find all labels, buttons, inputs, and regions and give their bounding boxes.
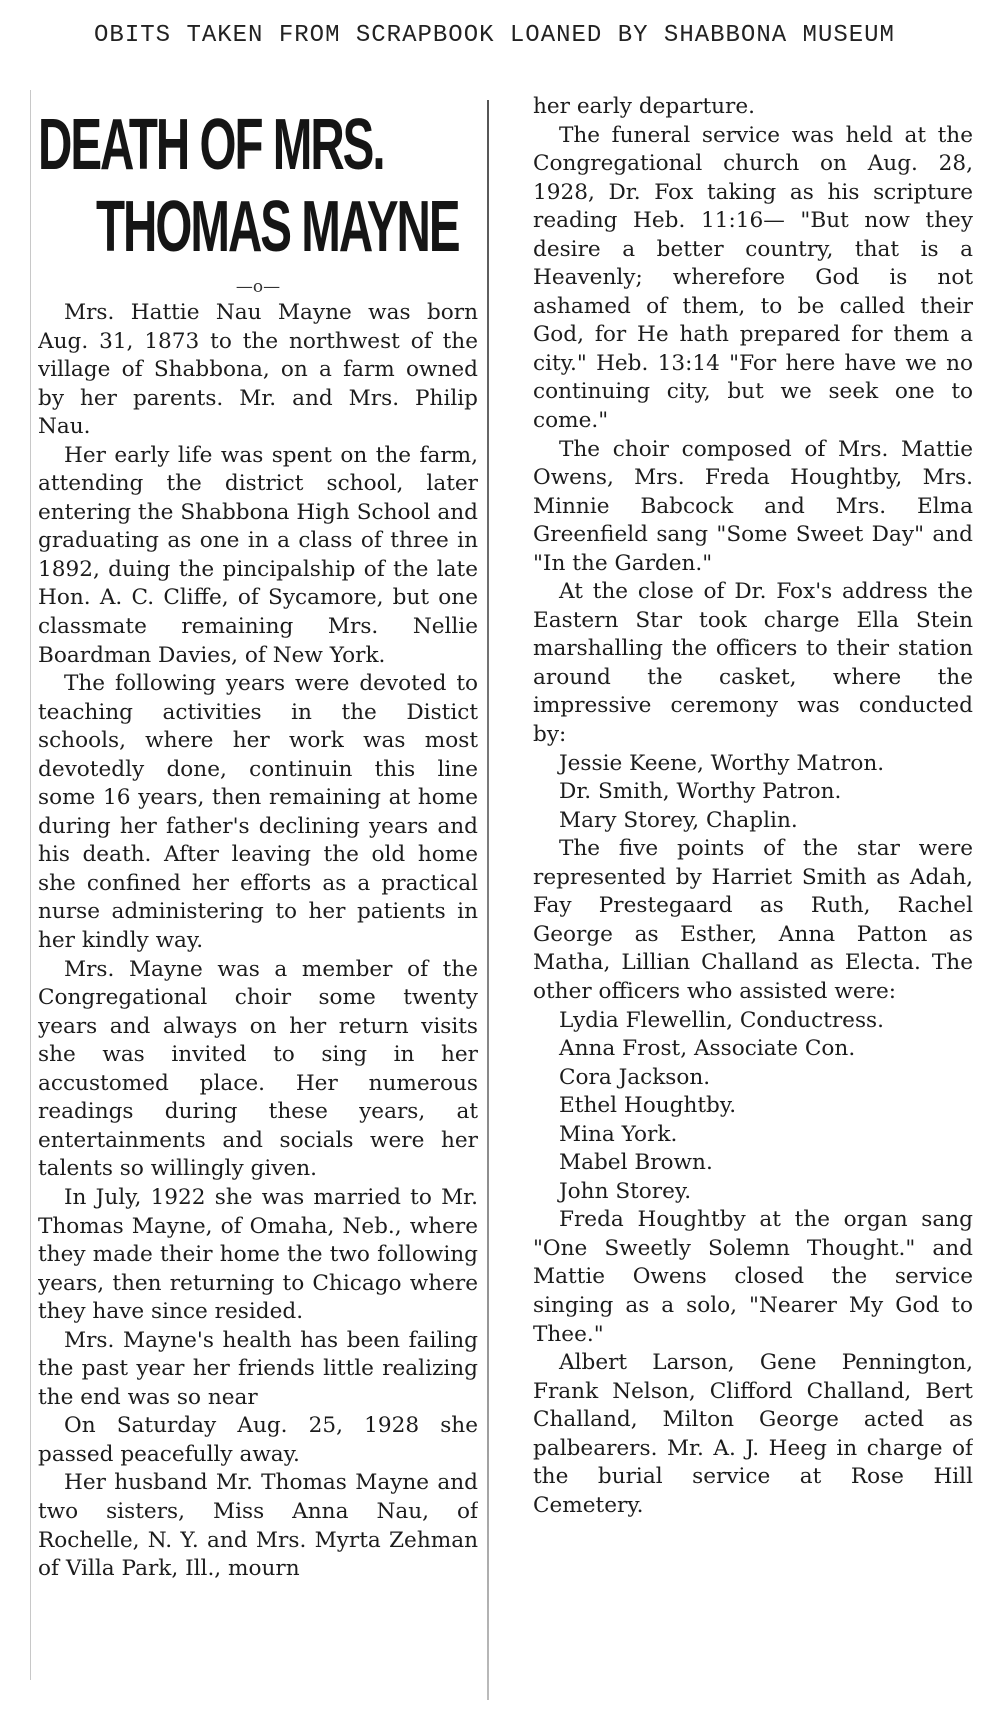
paragraph-star-points: The five points of the star were represented by Harriet Smith as Adah, Fay Prestegaard as Ruth, Rachel George as Esther, Anna Patton as Matha, Lillian Challand as Electa. The other officers who assisted were: [533,836,973,1004]
paragraph-choir-song: The choir composed of Mrs. Mattie Owens, Mrs. Freda Houghtby, Mrs. Minnie Babcock and Mrs. Elma Greenfield sang "Some Sweet Day" and "In the Garden." [533,436,973,576]
left-body-text [38,299,478,1584]
paragraph-birth: Mrs. Hattie Nau Mayne was born Aug. 31, 1873 to the northwest of the village of Shabbona, on a farm owned by her parents. Mr. and Mrs. Philip Nau. [38,300,478,440]
scrapbook-header: OBITS TAKEN FROM SCRAPBOOK LOANED BY SHABBONA MUSEUM [94,22,895,49]
paragraph-early-life: Her early life was spent on the farm, attending the district school, later entering the Shabbona High School and graduating as one in a class of three in 1892, duing the pincipalship of the late Hon. A. C. Cliffe, of Sycamore, but one classmate remaining Mrs. Nellie Boardman Davies, of New York. [38,442,478,668]
headline-line-2: THOMAS MAYNE [96,187,459,267]
left-column [38,108,478,1698]
paragraph-death: On Saturday Aug. 25, 1928 she passed peacefully away. [38,1413,478,1467]
officer-list-item: Ethel Houghtby. [559,1093,737,1119]
right-column [533,93,973,1683]
officer-list-item: John Storey. [559,1178,692,1204]
paragraph-organ: Freda Houghtby at the organ sang "One Sweetly Solemn Thought." and Mattie Owens closed the service singing as a solo, "Nearer My God to Thee." [533,1207,973,1347]
officer-list-item: Lydia Flewellin, Conductress. [559,1007,884,1033]
officer-list-item: Mary Storey, Chaplin. [559,807,798,833]
officer-list-item: Mina York. [559,1121,678,1147]
column-divider-rule [487,100,489,1700]
officer-list-item: Mabel Brown. [559,1150,713,1176]
paragraph-funeral: The funeral service was held at the Congregational church on Aug. 28, 1928, Dr. Fox taking as his scripture reading Heb. 11:16— "But now they desire a better country, that is a Heavenly; wherefore God is not ashamed of them, to be called their God, for He hath prepared for them a city." Heb. 13:14 "For here have we no continuing city, but we seek one to come." [533,122,973,434]
officer-list-item: Anna Frost, Associate Con. [559,1036,856,1062]
officer-list-item: Dr. Smith, Worthy Patron. [559,779,842,805]
left-column-rule [30,90,31,1680]
paragraph-survivors: Her husband Mr. Thomas Mayne and two sisters, Miss Anna Nau, of Rochelle, N. Y. and Mrs. Myrta Zehman of Villa Park, Ill., mourn [38,1470,478,1582]
paragraph-pallbearers: Albert Larson, Gene Pennington, Frank Nelson, Clifford Challand, Bert Challand, Milton George acted as palbearers. Mr. A. J. Heeg in charge of the burial service at Rose Hill Cemetery. [533,1350,973,1518]
paragraph-teaching: The following years were devoted to teaching activities in the Distict schools, where her work was most devotedly done, continuin this line some 16 years, then remaining at home during her father's declining years and his death. After leaving the old home she confined her efforts as a practical nurse administering to her patients in her kindly way. [38,671,478,954]
headline-line-1: DEATH OF MRS. [38,108,384,185]
officer-list-item: Cora Jackson. [559,1064,711,1090]
paragraph-eastern-star: At the close of Dr. Fox's address the Eastern Star took charge Ella Stein marshalling the officers to their station around the casket, where the impressive ceremony was conducted by: [533,579,973,748]
headline-divider: —o— [235,277,281,297]
paragraph-choir: Mrs. Mayne was a member of the Congregational choir some twenty years and always on her return visits she was invited to sing in her accustomed place. Her numerous readings during these years, at entertainments and socials were her talents so willingly given. [38,956,478,1182]
paragraph-marriage: In July, 1922 she was married to Mr. Thomas Mayne, of Omaha, Neb., where they made their home the two following years, then returning to Chicago where they have since resided. [38,1184,478,1325]
paragraph-health: Mrs. Mayne's health has been failing the past year her friends little realizing the end was so near [38,1327,478,1410]
paragraph-departure: her early departure. [533,94,755,119]
officer-list-item: Jessie Keene, Worthy Matron. [559,750,885,776]
